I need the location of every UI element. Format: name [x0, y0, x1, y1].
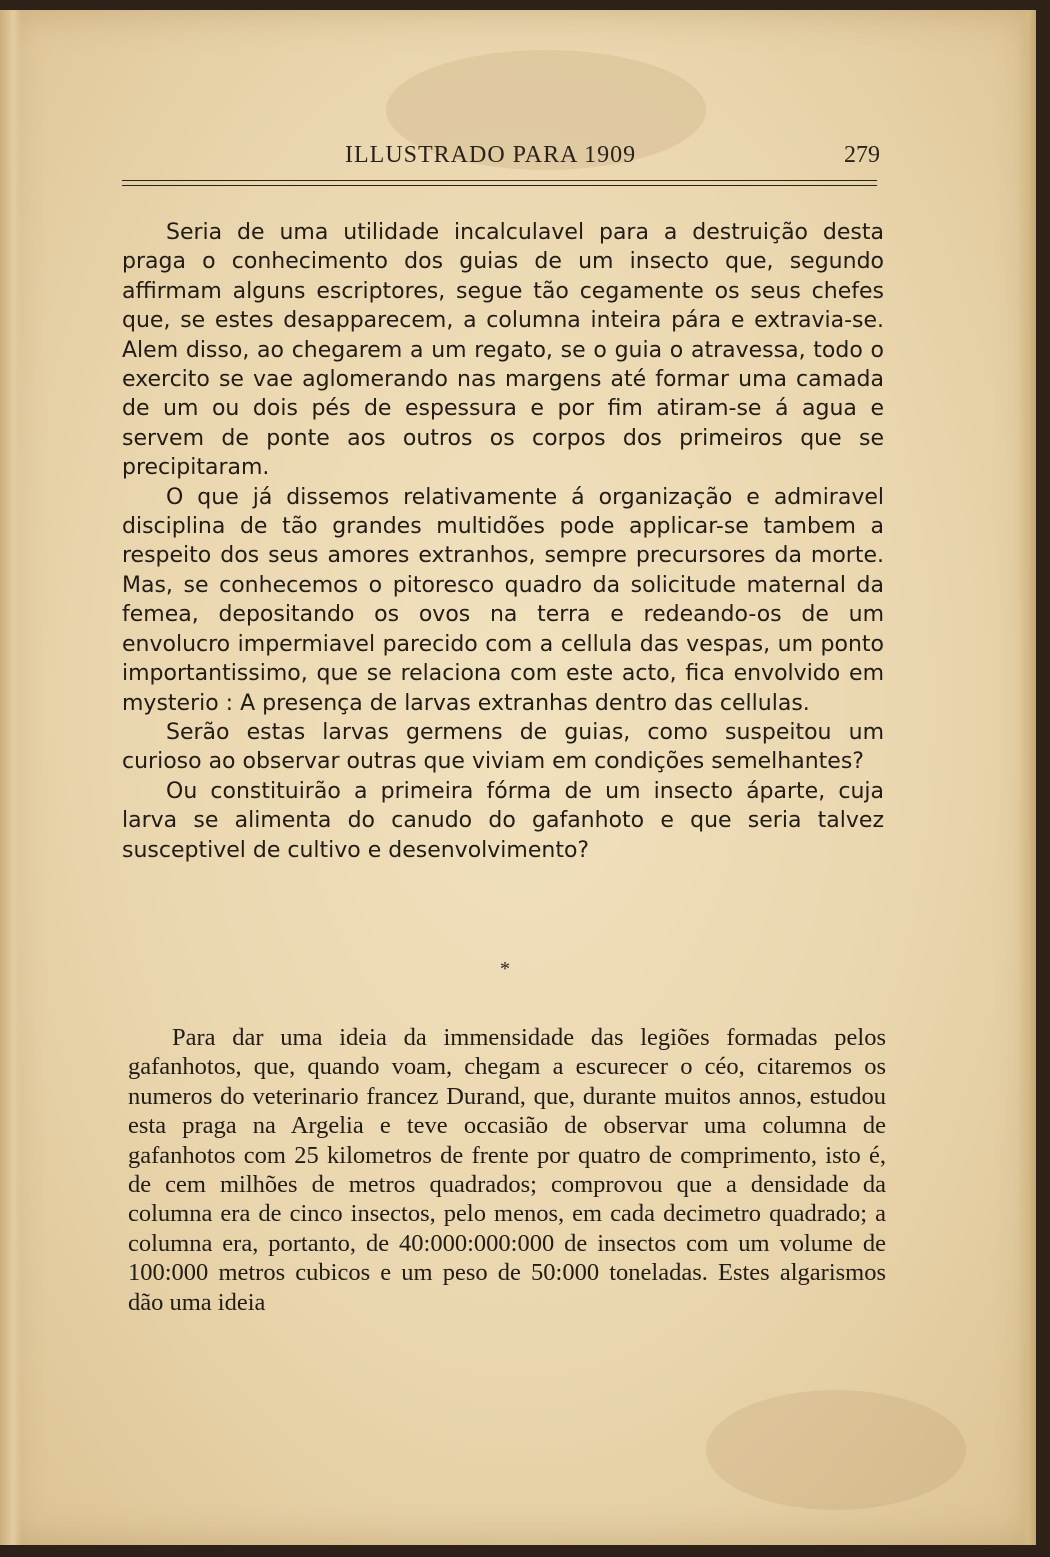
running-title: ILLUSTRADO PARA 1909: [345, 142, 637, 168]
paragraph: Serão estas larvas germens de guias, como suspeitou um curioso ao observar outras que viviam em condições semelhantes?: [122, 719, 884, 775]
paragraph: Seria de uma utilidade incalculavel para a destruição desta praga o conhecimento dos guias de um insecto que, segundo affirmam alguns escriptores, segue tão cegamente os seus chefes que, se estes desapparecem, a columna inteira pára e extravia-se. Alem disso, ao chegarem a um regato, se o guia o atravessa, todo o exercito se vae aglomerando nas margens até formar uma camada de um ou dois pés de espessura e por fim atiram-se á agua e servem de ponte aos outros os corpos dos primeiros que se precipitaram.: [122, 220, 884, 481]
body-section-1: [122, 218, 884, 865]
header-rule: [122, 180, 877, 186]
body-section-2: [128, 1023, 886, 1317]
paragraph: Ou constituirão a primeira fórma de um insecto áparte, cuja larva se alimenta do canudo do gafanhoto e que seria talvez susceptivel de cultivo e desenvolvimento?: [122, 778, 884, 863]
paragraph: O que já dissemos relativamente á organização e admiravel disciplina de tão grandes multidões pode applicar-se tambem a respeito dos seus amores extranhos, sempre precursores da morte. Mas, se conhecemos o pitoresco quadro da solicitude maternal da femea, depositando os ovos na terra e redeando-os de um envolucro impermiavel parecido com a cellula das vespas, um ponto importantissimo, que se relaciona com este acto, fica envolvido em mysterio : A presença de larvas extranhas dentro das cellulas.: [122, 484, 884, 716]
paper-stain: [706, 1390, 966, 1510]
page-number: 279: [844, 142, 880, 168]
section-separator-asterisk: *: [500, 958, 510, 980]
book-spine-edge: [0, 10, 22, 1545]
page-header: [345, 142, 880, 178]
paragraph: Para dar uma ideia da immensidade das legiões formadas pelos gafanhotos, que, quando voam, chegam a escurecer o céo, citaremos os numeros do veterinario francez Durand, que, durante muitos annos, estudou esta praga na Argelia e teve occasião de observar uma columna de gafanhotos com 25 kilometros de frente por quatro de comprimento, isto é, de cem milhões de metros quadrados; comprovou que a densidade da columna era de cinco insectos, pelo menos, em cada decimetro quadrado; a columna era, portanto, de 40:000:000:000 de insectos com um volume de 100:000 metros cubicos e um peso de 50:000 toneladas. Estes algarismos dão uma ideia: [128, 1024, 886, 1316]
page-right-edge: [1018, 10, 1036, 1545]
